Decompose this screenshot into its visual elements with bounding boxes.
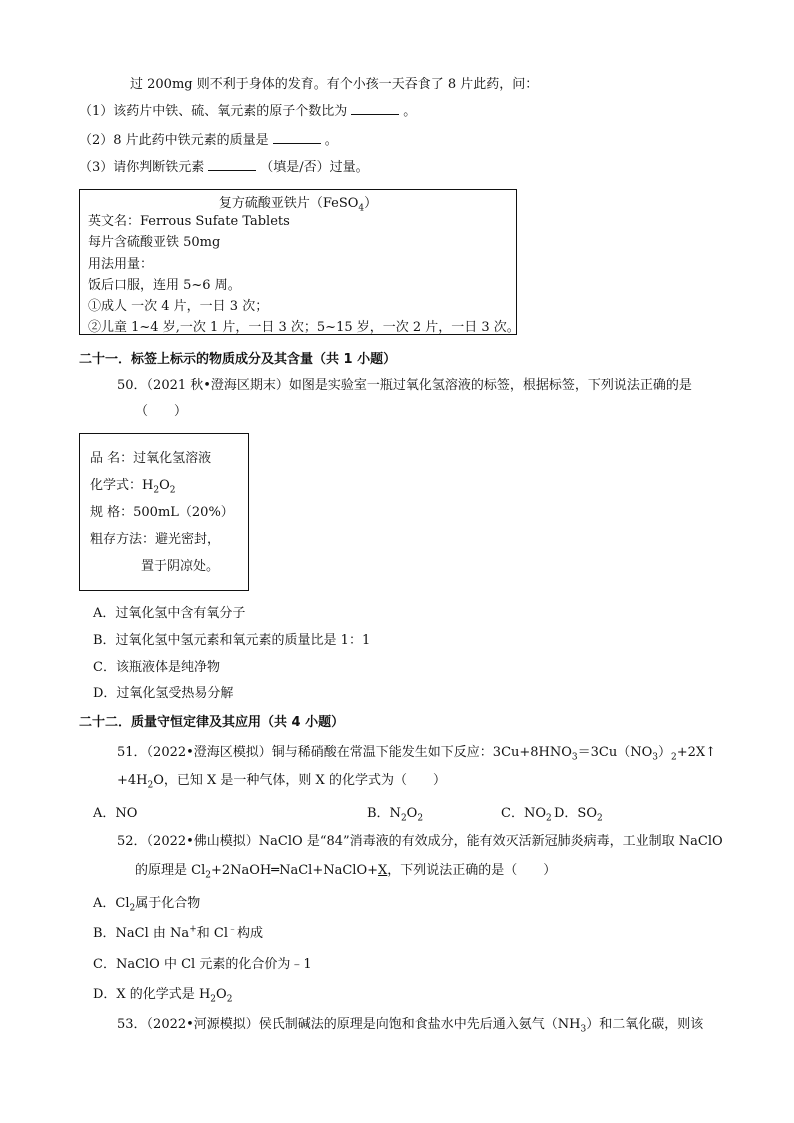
drug-label-row: 饭后口服，连用 5~6 周。 <box>88 278 241 293</box>
q52-option-d[interactable]: D．X 的化学式是 $H_2O_2$ <box>93 987 233 1005</box>
label-storage: 粗存方法：避光密封， <box>90 532 221 547</box>
section-heading-22: 二十二．质量守恒定律及其应用（共 4 小题） <box>79 715 345 730</box>
section-heading-21: 二十一．标签上标示的物质成分及其含量（共 1 小题） <box>79 352 397 367</box>
h2o2-label-box <box>79 433 249 591</box>
q50-option-c[interactable]: C．该瓶液体是纯净物 <box>93 660 220 675</box>
drug-label-row: ①成人 一次 4 片，一日 3 次； <box>88 299 269 314</box>
label-spec: 规 格：500mL（20%） <box>90 505 234 520</box>
q50-stem: 50．（2021 秋•澄海区期末）如图是实验室一瓶过氧化氢溶液的标签，根据标签，下列说法正确的是 <box>117 378 692 393</box>
drug-label-row: 英文名：Ferrous Sufate Tablets <box>88 214 290 229</box>
q50-paren: （ ） <box>135 404 188 419</box>
question-2: （2）8 片此药中铁元素的质量是 。 <box>79 133 338 148</box>
answer-blank[interactable] <box>208 158 256 171</box>
q53-stem: 53．（2022•河源模拟）侯氏制碱法的原理是向饱和食盐水中先后通入氨气$(NH_3)$和二氧化碳，则该 <box>117 1017 704 1035</box>
q52-stem-2: 的原理是 $Cl_2+2NaOH═NaCl+NaClO+X$，下列说法正确的是（ ） <box>135 863 557 881</box>
question-1: （1）该药片中铁、硫、氧元素的原子个数比为 。 <box>79 104 417 119</box>
label-storage-2: 置于阴凉处。 <box>141 559 220 574</box>
q50-option-b[interactable]: B．过氧化氢中氢元素和氧元素的质量比是 1：1 <box>93 633 371 648</box>
label-formula: 化学式：$H_2O_2$ <box>90 478 176 496</box>
drug-label-row: 用法用量： <box>88 257 154 272</box>
drug-label-title: 复方硫酸亚铁片（FeSO$_4$） <box>218 196 378 214</box>
label-name: 品 名：过氧化氢溶液 <box>90 451 212 466</box>
q51-stem: 51．（2022•澄海区模拟）铜与稀硝酸在常温下能发生如下反应：$3Cu+8HNO_3=3Cu(NO_3)_2+2X↑$ <box>117 745 717 763</box>
q52-stem: 52．（2022•佛山模拟）NaClO 是“84”消毒液的有效成分，能有效灭活新冠肺炎病毒，工业制取 NaClO <box>117 834 723 849</box>
q50-option-d[interactable]: D．过氧化氢受热易分解 <box>93 686 234 701</box>
answer-blank[interactable] <box>351 102 399 115</box>
q51-option-c[interactable]: C．$NO_2$ <box>501 806 552 824</box>
q51-stem-2: $+4H_2O$，已知 X 是一种气体，则 X 的化学式为（ ） <box>117 773 446 791</box>
q52-option-b[interactable]: B．NaCl 由 Na+和 Cl﹣构成 <box>93 924 264 941</box>
q50-option-a[interactable]: A．过氧化氢中含有氧分子 <box>93 606 246 621</box>
drug-label-row: 每片含硫酸亚铁 50mg <box>88 235 221 250</box>
intro-line: 过 200mg 则不利于身体的发育。有个小孩一天吞食了 8 片此药，问： <box>130 77 539 92</box>
q52-option-c[interactable]: C．NaClO 中 Cl 元素的化合价为﹣1 <box>93 957 312 972</box>
drug-label-row: ②儿童 1~4 岁,一次 1 片，一日 3 次；5~15 岁，一次 2 片，一日 3 次。 <box>88 320 520 335</box>
question-3: （3）请你判断铁元素 （填是/否）过量。 <box>79 160 369 175</box>
drug-label-box <box>79 189 520 335</box>
answer-blank[interactable] <box>273 131 321 144</box>
q52-option-a[interactable]: A．$Cl_2$属于化合物 <box>93 896 201 914</box>
q51-option-a[interactable]: A．NO <box>93 806 138 821</box>
q51-option-d[interactable]: D．$SO_2$ <box>554 806 603 824</box>
q51-option-b[interactable]: B．$N_2O_2$ <box>367 806 424 824</box>
